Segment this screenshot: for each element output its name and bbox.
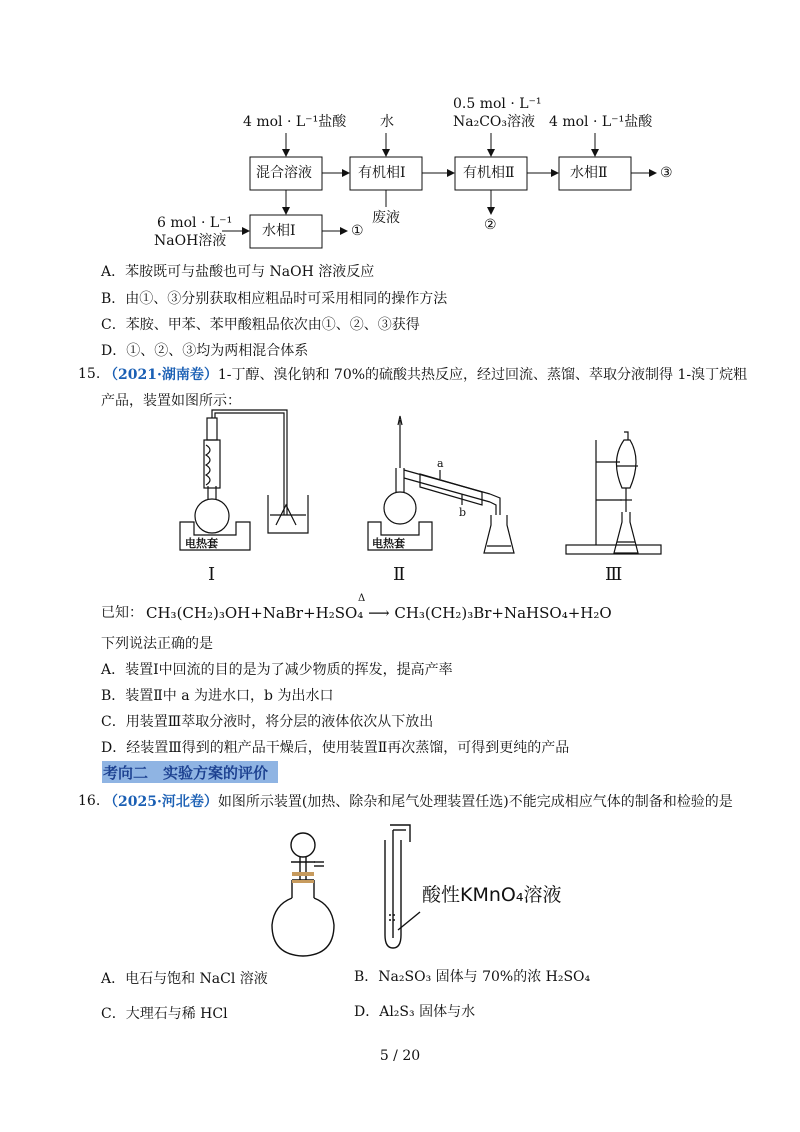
- q15-option-c: C．用装置Ⅲ萃取分液时，将分层的液体依次从下放出: [101, 714, 434, 730]
- naoh-name: NaOH溶液: [154, 233, 227, 249]
- q16-stem-text: 如图所示装置(加热、除杂和尾气处理装置任选)不能完成相应气体的制备和检验的是: [217, 794, 733, 810]
- q15-option-a: A．装置Ⅰ中回流的目的是为了减少物质的挥发，提高产率: [101, 662, 453, 678]
- q16-option-c: C．大理石与稀 HCl: [101, 1006, 228, 1022]
- section-title: 考向二 实验方案的评价: [103, 764, 269, 782]
- reagent-kmno4-label: 酸性KMnO₄溶液: [422, 884, 562, 906]
- q14-option-c: C．苯胺、甲苯、苯甲酸粗品依次由①、②、③获得: [101, 317, 420, 333]
- mark-b: b: [459, 506, 467, 519]
- reagent-hcl-left: 4 mol · L⁻¹盐酸: [243, 114, 347, 130]
- q15-stem-text: 1-丁醇、溴化钠和 70%的硫酸共热反应，经过回流、蒸馏、萃取分液制得 1-溴丁烷粗: [217, 367, 748, 383]
- reaction-equation: CH₃(CH₂)₃OH+NaBr+H₂SO₄ ⟶ CH₃(CH₂)₃Br+NaHSO₄+H₂O: [146, 604, 612, 622]
- q15-stem-line2: 产品，装置如图所示：: [101, 393, 241, 409]
- q16-option-a: A．电石与饱和 NaCl 溶液: [101, 971, 268, 987]
- naoh-conc: 6 mol · L⁻¹: [157, 215, 233, 231]
- q16-source: （2025·河北卷）: [104, 794, 218, 810]
- box-aqueous1-label: 水相Ⅰ: [262, 223, 296, 239]
- box-mixed-label: 混合溶液: [256, 165, 312, 181]
- q14-option-a: A．苯胺既可与盐酸也可与 NaOH 溶液反应: [101, 264, 375, 280]
- box-organic1-label: 有机相Ⅰ: [358, 165, 406, 181]
- box-organic2-label: 有机相Ⅱ: [463, 165, 515, 181]
- apparatus-label-1: Ⅰ: [208, 564, 216, 585]
- out-2: ②: [484, 217, 497, 233]
- waste-label: 废液: [372, 210, 400, 226]
- q16-option-b: B．Na₂SO₃ 固体与 70%的浓 H₂SO₄: [354, 969, 591, 985]
- reagent-na2co3-conc: 0.5 mol · L⁻¹: [453, 96, 542, 112]
- out-3: ③: [660, 165, 673, 181]
- heater-label-2: 电热套: [372, 537, 405, 550]
- q16-option-d: D．Al₂S₃ 固体与水: [354, 1004, 476, 1020]
- apparatus-label-2: Ⅱ: [393, 564, 406, 585]
- reagent-water: 水: [380, 114, 394, 130]
- q15-option-b: B．装置Ⅱ中 a 为进水口，b 为出水口: [101, 688, 334, 704]
- reagent-na2co3-name: Na₂CO₃溶液: [453, 114, 536, 130]
- q15-option-d: D．经装置Ⅲ得到的粗产品干燥后，使用装置Ⅱ再次蒸馏，可得到更纯的产品: [101, 740, 570, 756]
- flask-with-funnel: [272, 833, 334, 956]
- q15-source: （2021·湖南卷）: [104, 367, 218, 383]
- box-aqueous2-label: 水相Ⅱ: [570, 165, 608, 181]
- known-prefix: 已知：: [101, 605, 143, 621]
- delta-symbol: Δ: [358, 593, 366, 604]
- q14-option-d: D．①、②、③均为两相混合体系: [101, 343, 309, 359]
- q14-option-b: B．由①、③分别获取相应粗品时可采用相同的操作方法: [101, 291, 448, 307]
- q15-number: 15.: [78, 366, 101, 382]
- page-number: 5 / 20: [379, 1048, 421, 1064]
- apparatus-label-3: Ⅲ: [605, 564, 623, 585]
- reagent-hcl-right: 4 mol · L⁻¹盐酸: [549, 114, 653, 130]
- q16-number: 16.: [78, 793, 101, 809]
- heater-label-1: 电热套: [185, 537, 218, 550]
- test-tube: [385, 825, 420, 948]
- out-1: ①: [351, 223, 364, 239]
- mark-a: a: [437, 457, 444, 470]
- q15-prompt: 下列说法正确的是: [101, 636, 213, 652]
